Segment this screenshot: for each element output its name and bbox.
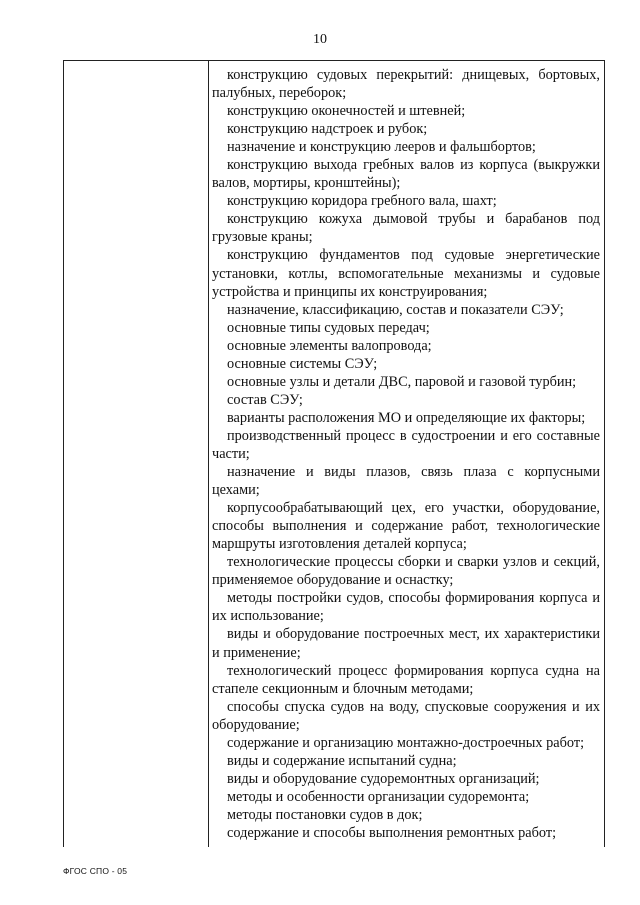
list-item: назначение, классификацию, состав и показатели СЭУ; [227,301,564,318]
list-item: конструкцию кожуха дымовой трубы и барабанов под грузовые краны; [212,211,600,246]
list-item: варианты расположения МО и определяющие их факторы; [227,409,586,426]
page-number: 10 [313,32,327,47]
list-item: методы постройки судов, способы формирования корпуса и их использование; [212,590,600,625]
list-item: конструкцию надстроек и рубок; [227,121,428,138]
list-item: виды и оборудование судоремонтных организаций; [227,770,540,787]
content-table [63,60,605,847]
list-item: конструкцию судовых перекрытий: днищевых, бортовых, палубных, переборок; [212,67,600,102]
list-item: основные элементы валопровода; [227,337,432,354]
list-item: основные системы СЭУ; [227,355,378,372]
list-item: корпусообрабатывающий цех, его участки, оборудование, способы выполнения и содержание работ, технологические маршруты изготовления деталей корпуса; [212,500,600,553]
list-item: основные типы судовых передач; [227,319,430,336]
document-footer: ФГОС СПО - 05 [63,866,128,876]
list-item: конструкцию оконечностей и штевней; [227,103,466,120]
list-item: виды и оборудование построечных мест, их характеристики и применение; [212,626,600,661]
column-divider [208,61,209,847]
list-item: назначение и конструкцию лееров и фальшбортов; [227,139,536,156]
list-item: методы и особенности организации судоремонта; [227,788,530,805]
list-item: способы спуска судов на воду, спусковые сооружения и их оборудование; [212,698,600,733]
list-item: конструкцию выхода гребных валов из корпуса (выкружки валов, мортиры, кронштейны); [212,157,600,192]
list-item: виды и содержание испытаний судна; [227,752,457,769]
list-item: технологические процессы сборки и сварки узлов и секций, применяемое оборудование и оснастку; [212,554,600,589]
list-item: содержание и организацию монтажно-достроечных работ; [227,734,585,751]
list-item: назначение и виды плазов, связь плаза с корпусными цехами; [212,464,600,499]
list-item: состав СЭУ; [227,391,303,408]
knowledge-list-cell [212,66,600,842]
list-item: методы постановки судов в док; [227,806,423,823]
list-item: содержание и способы выполнения ремонтных работ; [227,824,557,841]
list-item: производственный процесс в судостроении и его составные части; [212,427,600,462]
list-item: основные узлы и детали ДВС, паровой и газовой турбин; [227,373,577,390]
list-item: технологический процесс формирования корпуса судна на стапеле секционным и блочным методами; [212,662,600,697]
list-item: конструкцию коридора гребного вала, шахт; [227,193,497,210]
list-item: конструкцию фундаментов под судовые энергетические установки, котлы, вспомогательные механизмы и судовые устройства и принципы их конструирования; [212,247,600,300]
